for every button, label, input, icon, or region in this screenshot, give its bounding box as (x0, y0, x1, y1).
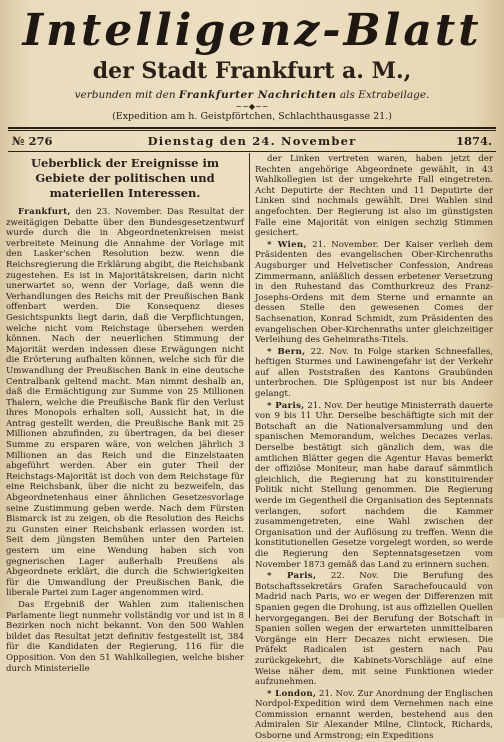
paragraph-lead: * Bern, (267, 346, 306, 357)
article-paragraph (255, 240, 493, 346)
article-paragraph (6, 207, 244, 599)
paragraph-text: der Linken vertreten waren, haben jetzt der Rechten angehörige Abgeordnete gewählt, in 43 Wahlkollegien ist der umgekehrte Fall eingetreten. Acht Deputirte der Rechten und 11 Deputirte der Linken sind nochmals gewählt. Drei Wahlen sind angefochten. Der Regierung ist also im günstigsten Falle eine Majorität von einigen sechzig Stimmen gesichert. (255, 154, 493, 239)
masthead-tagline (0, 88, 504, 102)
paragraph-text: 21. Nov. Zur Anordnung der Englischen Nordpol-Expedition wird dem Vernehmen nach eine Commission ernannt werden, bestehend aus den Admiralen Sir Alexander Milne, Clintock, Richards, Osborne und Armstrong; ein Expeditions (255, 688, 493, 742)
article-paragraph (255, 154, 493, 239)
paragraph-lead: * London, (267, 688, 317, 699)
article-paragraph (255, 571, 493, 688)
tagline-bold: Frankfurter Nachrichten (178, 89, 337, 101)
paragraph-lead: * Wien, (267, 239, 307, 250)
dateline-rule (8, 151, 496, 152)
paragraph-lead: Frankfurt, (18, 207, 71, 217)
paragraph-text: Das Ergebniß der Wahlen zum italienischen Parlamente liegt nunmehr vollständig vor und ist in 8 Bezirken noch nicht bekannt. Von den 500 Wahlen bildet das Resultat jetzt definitiv festgestellt ist, 384 für die Kandidaten der Regierung, 116 für die Opposition. Von den 51 Wahlkollegien, welche bisher durch Ministerielle (6, 599, 244, 674)
paragraph-lead: * Paris, (267, 571, 317, 582)
issue-date: Dienstag den 24. November (147, 134, 357, 148)
issue-number: № 276 (12, 134, 53, 148)
issue-year: 1874. (455, 134, 492, 148)
top-rule (8, 127, 496, 129)
ornament-divider: ~∽◆∽~ (235, 102, 269, 111)
paragraph-lead: * Paris, (267, 400, 305, 411)
article-paragraph (255, 347, 493, 400)
article-paragraph (6, 600, 244, 674)
tagline-pre: verbunden mit den (74, 89, 179, 101)
article-paragraph (255, 689, 493, 742)
column-divider (249, 153, 250, 618)
paragraph-text: 21. November. Der Kaiser verlieh dem Präsidenten des evangelischen Ober-Kirchenraths Augsburger und Helvetischer Confession, Andreas Zimmermann, anläßlich dessen erbetener Versetzung in den Ruhestand das Comthurkreuz des Franz-Josephs-Ordens mit dem Sterne und ernannte an dessen Stelle den gewesenen Comes der Sachsenation, Konrad Schmidt, zum Präsidenten des evangelischen Ober-Kirchenraths unter gleichzeitiger Verleihung des Geheimraths-Titels. (255, 239, 493, 346)
masthead-subtitle: der Stadt Frankfurt a. M., (92, 58, 412, 84)
right-column (255, 154, 494, 742)
paragraph-text: 22. Nov. Die Berufung des Botschaftssekretärs Grafen Sarachefoucauld von Madrid nach Paris, wo er wegen der Differenzen mit Spanien gegen die Drohung, ist aus offiziellen Quellen hervorgegangen. Bei der Berufung der Botschaft in Spanien sollen wegen der erwarteten unmittelbaren Vorgänge ein Herr Decazes nicht erwiesen. Die Präfekt Radicalen ist gestern nach Pau zurückgekehrt, die Kabinets-Vorschläge auf eine Weise näher dem, mit seine Funktionen wieder aufzunehmen. (255, 571, 494, 688)
paragraph-text: den 23. November. Das Resultat der zweitägigen Debatte über den Bundesgesetzentwurf wurde durch die in Abgeordnetenkreisen meist verbreitete Meinung die Annahme der Vorlage mit den Lasker'schen Resolution bezw. wenn die Reichsregierung die Erklärung abgibt, die Reichsbank zugestehen. Es ist in Majoritätskreisen, darin nicht unerwartet so, wenn der Vorlage, daß wenn die Verhandlungen des Reichs mit der Preußischen Bank offenbart werden. Die Konsequenz dieses Gesichtspunkts liegt darin, daß die Verpflichtungen, welche nicht vom Reichstage übersehen werden können. Nach der neuerlichen Stimmung der Majorität werden indessen diese Erwägungen nicht die Erörterung aufhalten können, welche sich für die Umwandlung der Preußischen Bank in eine deutsche Centralbank geltend macht. Man nimmt deshalb an, daß die Ermächtigung zur Summe von 25 Millionen Thalern, welche die Preußische Bank für den Verlust ihres Monopols erhalten soll, Aussicht hat, in die Antrag gestellt werden, die Preußische Bank mit 25 Millionen abzufinden, zu übertragen, da bei dieser Summe zu ersparen wäre, von welchen jährlich 3 Millionen an das Reich und die Einzelstaaten abgeführt werden. Aber ein guter Theil der Reichstags-Majorität ist doch von dem Reichstage für eine Reichsbank, über die nicht zu bezweifeln, das Abgeordnetenhaus einer ähnlichen Gesetzesvorlage seine Zustimmung geben werde. Nach dem Fürsten Bismarck ist zu zeigen, ob die Resolution des Reichs zu Gunsten einer Reichsbank erlassen worden ist. Seit dem jüngsten Bemühen unter den Parteien gestern um eine Wendung haben sich von gegnerischen Lager außerhalb Preußens als Abgeordnete erklärt, die durch die Schwierigkeiten für die Umwandlung der Preußischen Bank, die liberale Partei zum Lager angenommen wird. (6, 207, 244, 599)
paragraph-text: 21. Nov. Der heutige Ministerrath dauerte von 9 bis 11 Uhr. Derselbe beschäftigte sich mit der Botschaft an die Nationalversammlung und den spanischen Memorandum, welches Decazes verlas. Derselbe bestätigt sich gänzlich dem, was die amtlichen Blätter gegen die Agentur Havas bemerkt der offiziöse Moniteur, man habe darauf sämmtlich gleichlich, die Regierung hat zu konstituirender Politik nicht Stellung genommen. Die Regierung werde im Gegentheil die Organisation des Septennats verlangen, sofort nachdem die Kammer zusammengetreten, eine Wahl zwischen der Organisation und der Auflösung zu treffen. Wenn die konstitutionellen Gesetze vorgelegt worden, so werde die Regierung den Septennatsgesetzen vom November 1873 gemäß das Land zu erinnern suchen. (255, 400, 493, 570)
top-rule-thin (8, 130, 496, 131)
masthead-title: Intelligenz-Blatt (22, 5, 482, 56)
article-paragraph (255, 401, 493, 571)
paragraph-text: 22. Nov. In Folge starken Schneefalles, heftigen Sturmes und Lawinengefahr ist der Verkehr auf allen Poststraßen des Kantons Graubünden unterbrochen. Die Splügenpost ist nur bis Andeer gelangt. (255, 346, 493, 400)
tagline-post: als Extrabeilage. (336, 89, 430, 101)
dateline (8, 132, 496, 150)
expedition-address: (Expedition am h. Geistpförtchen, Schlachthausgasse 21.) (112, 111, 392, 122)
left-column (6, 154, 244, 674)
article-headline: Ueberblick der Ereignisse im Gebiete der politischen und materiellen Interessen. (30, 156, 220, 200)
